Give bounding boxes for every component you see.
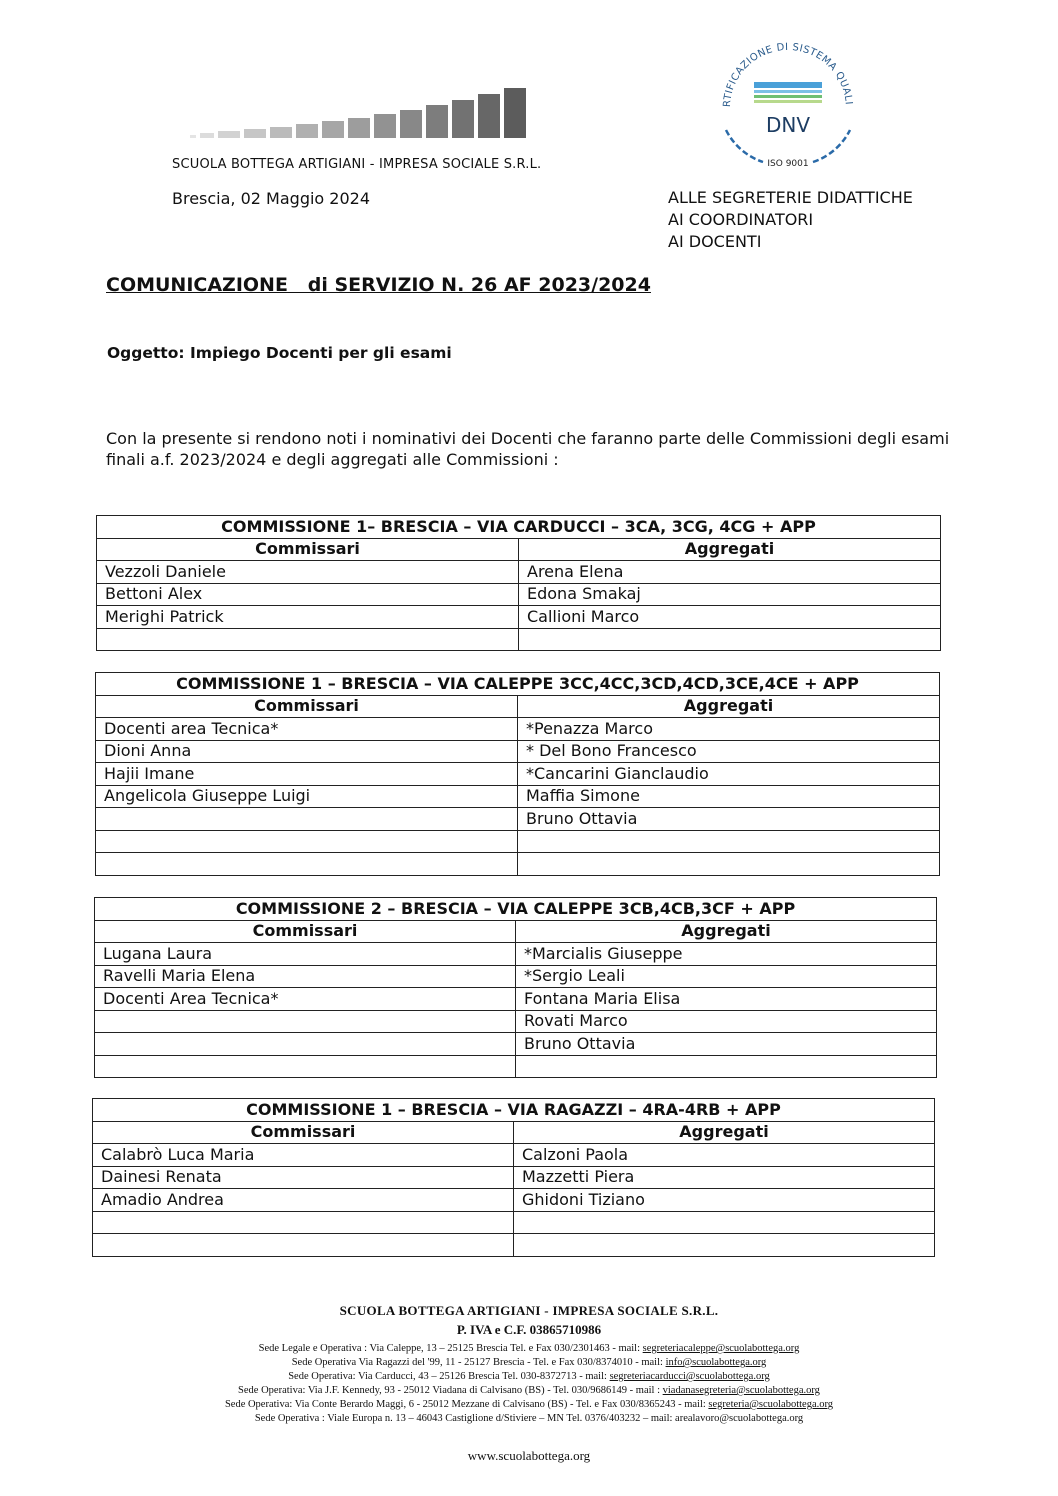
commissario-cell: Lugana Laura	[95, 943, 516, 966]
commissario-cell: Bettoni Alex	[97, 583, 519, 606]
table-row	[96, 808, 940, 831]
commission-title: COMMISSIONE 1– BRESCIA – VIA CARDUCCI – 3CA, 3CG, 4CG + APP	[97, 516, 941, 539]
column-header-commissari: Commissari	[93, 1121, 514, 1144]
column-header-aggregati: Aggregati	[518, 695, 940, 718]
table-row	[97, 628, 941, 651]
footer-email-link[interactable]: segreteria@scuolabottega.org	[708, 1399, 834, 1410]
aggregato-cell: Callioni Marco	[519, 606, 941, 629]
commissario-cell: Dioni Anna	[96, 740, 518, 763]
footer-address-line	[0, 1370, 1058, 1384]
commission-table	[94, 897, 937, 1078]
commissario-cell: Amadio Andrea	[93, 1189, 514, 1212]
company-logo-bars	[190, 86, 530, 138]
footer-address-line	[0, 1412, 1058, 1426]
footer-vat-number: P. IVA e C.F. 03865710986	[456, 1322, 602, 1337]
aggregato-cell: * Del Bono Francesco	[518, 740, 940, 763]
table-row	[93, 1211, 935, 1234]
table-row	[97, 606, 941, 629]
aggregato-cell: Fontana Maria Elisa	[516, 988, 937, 1011]
commissario-cell	[95, 1010, 516, 1033]
commission-table	[95, 672, 940, 876]
footer-address-line	[0, 1398, 1058, 1412]
commission-title: COMMISSIONE 1 – BRESCIA – VIA RAGAZZI – 4RA-4RB + APP	[93, 1099, 935, 1122]
footer-email-link[interactable]: viadanasegreteria@scuolabottega.org	[662, 1385, 820, 1396]
footer-address-text: Sede Operativa Via Ragazzi del '99, 11 - 25127 Brescia - Tel. e Fax 030/8374010 - mail:	[291, 1357, 666, 1368]
footer-address-text: Sede Operativa: Via Conte Berardo Maggi, 6 - 25012 Mezzane di Calvisano (BS) - Tel. e Fax 030/8365243 - mail:	[224, 1399, 709, 1410]
company-name-header: SCUOLA BOTTEGA ARTIGIANI - IMPRESA SOCIALE S.R.L.	[172, 157, 542, 172]
commissario-cell	[96, 830, 518, 853]
column-header-commissari: Commissari	[97, 538, 519, 561]
aggregato-cell: *Marcialis Giuseppe	[516, 943, 937, 966]
table-row	[96, 763, 940, 786]
aggregato-cell: Mazzetti Piera	[514, 1166, 935, 1189]
commissario-cell	[93, 1211, 514, 1234]
intro-paragraph: Con la presente si rendono noti i nominativi dei Docenti che faranno parte delle Commissioni degli esami finali a.f. 2023/2024 e degli aggregati alle Commissioni :	[106, 429, 950, 469]
footer-address-line	[0, 1384, 1058, 1398]
table-row	[93, 1189, 935, 1212]
aggregato-cell: *Sergio Leali	[516, 965, 937, 988]
document-title: COMUNICAZIONE di SERVIZIO N. 26 AF 2023/2024	[106, 274, 651, 296]
commissario-cell: Docenti Area Tecnica*	[95, 988, 516, 1011]
commissario-cell: Angelicola Giuseppe Luigi	[96, 785, 518, 808]
commissario-cell: Merighi Patrick	[97, 606, 519, 629]
table-row	[93, 1144, 935, 1167]
footer-addresses	[0, 1342, 1058, 1426]
commissario-cell	[93, 1234, 514, 1257]
table-row	[95, 988, 937, 1011]
commissario-cell: Vezzoli Daniele	[97, 561, 519, 584]
commission-table	[96, 515, 941, 651]
commissario-cell: Hajii Imane	[96, 763, 518, 786]
commission-title: COMMISSIONE 2 – BRESCIA – VIA CALEPPE 3CB,4CB,3CF + APP	[95, 898, 937, 921]
aggregato-cell	[514, 1211, 935, 1234]
table-row	[96, 718, 940, 741]
aggregato-cell: *Penazza Marco	[518, 718, 940, 741]
recipient-line: ALLE SEGRETERIE DIDATTICHE	[668, 188, 913, 207]
footer-address-text: Sede Operativa: Via Carducci, 43 – 25126 Brescia Tel. 030-8372713 - mail:	[288, 1371, 610, 1382]
table-row	[95, 1010, 937, 1033]
aggregato-cell: Bruno Ottavia	[516, 1033, 937, 1056]
iso-standard-text: ISO 9001	[767, 159, 809, 169]
dnv-certification-logo	[708, 30, 868, 180]
footer-email-link[interactable]: segreteriacarducci@scuolabottega.org	[609, 1371, 770, 1382]
aggregato-cell	[519, 628, 941, 651]
commissario-cell: Dainesi Renata	[93, 1166, 514, 1189]
footer-address-text: Sede Legale e Operativa : Via Caleppe, 13 – 25125 Brescia Tel. e Fax 030/2301463 - mail:	[258, 1343, 643, 1354]
table-row	[96, 740, 940, 763]
commissario-cell: Ravelli Maria Elena	[95, 965, 516, 988]
aggregato-cell: Maffia Simone	[518, 785, 940, 808]
footer-address-line	[0, 1342, 1058, 1356]
commission-title: COMMISSIONE 1 – BRESCIA – VIA CALEPPE 3CC,4CC,3CD,4CD,3CE,4CE + APP	[96, 673, 940, 696]
aggregato-cell: Ghidoni Tiziano	[514, 1189, 935, 1212]
aggregato-cell: Calzoni Paola	[514, 1144, 935, 1167]
footer-email-link[interactable]: info@scuolabottega.org	[665, 1357, 767, 1368]
column-header-commissari: Commissari	[95, 920, 516, 943]
table-row	[97, 583, 941, 606]
column-header-aggregati: Aggregati	[519, 538, 941, 561]
footer-website: www.scuolabottega.org	[467, 1448, 591, 1463]
aggregato-cell	[518, 830, 940, 853]
table-row	[95, 1033, 937, 1056]
table-row	[97, 561, 941, 584]
commissario-cell	[95, 1033, 516, 1056]
letter-date: Brescia, 02 Maggio 2024	[172, 189, 371, 208]
commissario-cell	[96, 808, 518, 831]
aggregato-cell: *Cancarini Gianclaudio	[518, 763, 940, 786]
table-row	[93, 1166, 935, 1189]
aggregato-cell: Bruno Ottavia	[518, 808, 940, 831]
commissario-cell	[95, 1055, 516, 1078]
column-header-aggregati: Aggregati	[516, 920, 937, 943]
footer-address-text: Sede Operativa : Viale Europa n. 13 – 46043 Castiglione d/Stiviere – MN Tel. 0376/403232 – mail: arealavoro@scuolabottega.org	[254, 1413, 804, 1424]
aggregato-cell	[518, 853, 940, 876]
table-row	[96, 785, 940, 808]
aggregato-cell: Arena Elena	[519, 561, 941, 584]
recipients-block	[668, 187, 913, 253]
recipient-line: AI COORDINATORI	[668, 210, 814, 229]
commissario-cell: Calabrò Luca Maria	[93, 1144, 514, 1167]
dnv-brand-text: DNV	[765, 113, 811, 137]
footer-company-name: SCUOLA BOTTEGA ARTIGIANI - IMPRESA SOCIALE S.R.L.	[339, 1303, 719, 1318]
aggregato-cell	[514, 1234, 935, 1257]
aggregato-cell: Rovati Marco	[516, 1010, 937, 1033]
footer-address-text: Sede Operativa: Via J.F. Kennedy, 93 - 25012 Viadana di Calvisano (BS) - Tel. 030/9686149 - mail :	[238, 1385, 663, 1396]
commission-table	[92, 1098, 935, 1257]
aggregato-cell: Edona Smakaj	[519, 583, 941, 606]
commissario-cell: Docenti area Tecnica*	[96, 718, 518, 741]
table-row	[95, 965, 937, 988]
column-header-aggregati: Aggregati	[514, 1121, 935, 1144]
recipient-line: AI DOCENTI	[668, 232, 762, 251]
commissario-cell	[97, 628, 519, 651]
column-header-commissari: Commissari	[96, 695, 518, 718]
table-row	[95, 943, 937, 966]
footer-email-link[interactable]: segreteriacaleppe@scuolabottega.org	[642, 1343, 800, 1354]
footer-address-line	[0, 1356, 1058, 1370]
table-row	[96, 853, 940, 876]
table-row	[96, 830, 940, 853]
certification-ring-text: RTIFICAZIONE DI SISTEMA QUALI	[721, 41, 854, 108]
aggregato-cell	[516, 1055, 937, 1078]
table-row	[95, 1055, 937, 1078]
commissario-cell	[96, 853, 518, 876]
subject-line: Oggetto: Impiego Docenti per gli esami	[107, 344, 452, 362]
table-row	[93, 1234, 935, 1257]
